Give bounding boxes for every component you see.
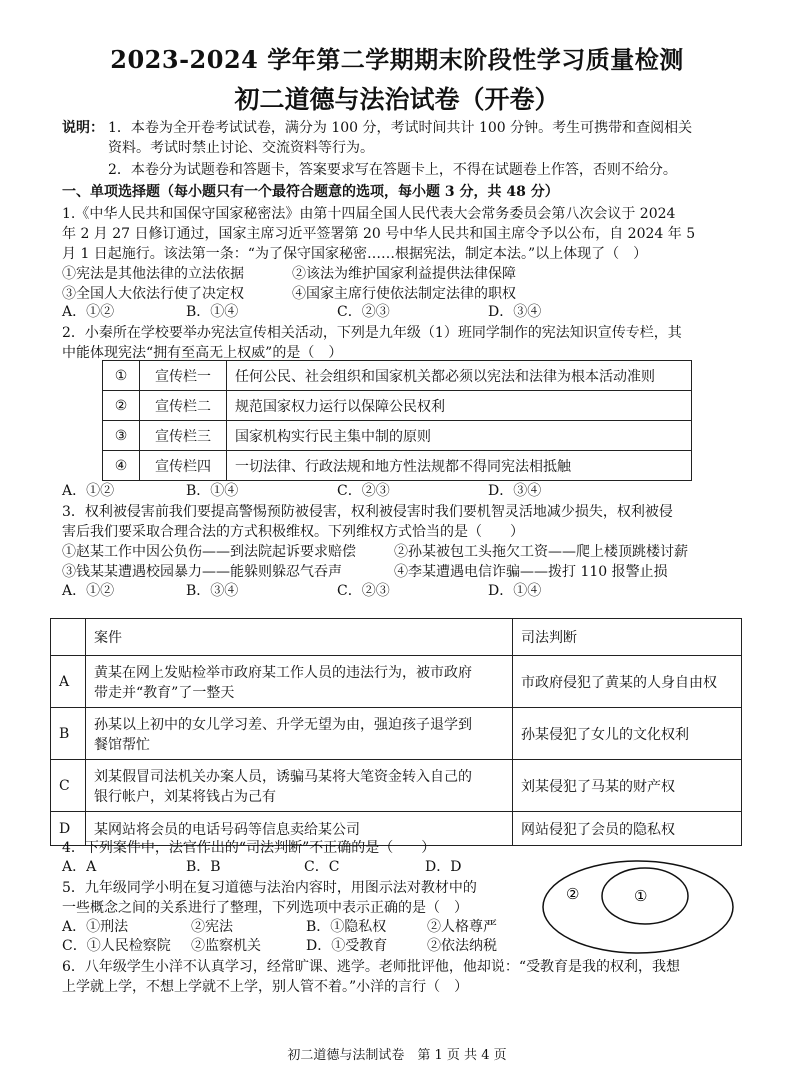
column-text: 国家机构实行民主集中制的原则 xyxy=(227,421,692,451)
row-number: ④ xyxy=(103,451,140,481)
case-line: 银行帐户，刘某将钱占为己有 xyxy=(94,788,276,805)
nested-ellipse-diagram xyxy=(540,858,736,956)
q1-statement-4: ④国家主席行使依法制定法律的职权 xyxy=(292,286,516,302)
q4-case-table xyxy=(50,618,742,846)
table-row xyxy=(103,361,692,391)
table-row xyxy=(51,656,742,708)
exam-title: 2023-2024 学年第二学期期末阶段性学习质量检测 xyxy=(110,45,684,74)
q5-choice-c-1[interactable]: C．①人民检察院 xyxy=(62,938,171,954)
case-line: 刘某假冒司法机关办案人员，诱骗马某将大笔资金转入自己的 xyxy=(94,768,472,785)
row-key: C xyxy=(51,760,86,812)
q5-line: 5．九年级同学小明在复习道德与法治内容时，用图示法对教材中的 xyxy=(62,880,477,896)
column-text: 规范国家权力运行以保障公民权利 xyxy=(227,391,692,421)
q3-line: 3．权利被侵害前我们要提高警惕预防被侵害，权利被侵害时我们要机智灵活地减少损失，权利被侵 xyxy=(62,504,673,520)
q1-choice-a[interactable]: A．①② xyxy=(62,304,115,320)
row-number: ① xyxy=(103,361,140,391)
section-heading: 一、单项选择题（每小题只有一个最符合题意的选项，每小题 3 分，共 48 分） xyxy=(62,184,559,200)
row-number: ③ xyxy=(103,421,140,451)
column-name: 宣传栏一 xyxy=(140,361,227,391)
judgement-cell: 网站侵犯了会员的隐私权 xyxy=(513,812,742,846)
q1-choice-d[interactable]: D．③④ xyxy=(488,304,542,320)
q1-statement-1: ①宪法是其他法律的立法依据 xyxy=(62,266,244,282)
q4-choice-d[interactable]: D．D xyxy=(425,859,462,875)
q3-statement-4: ④李某遭遇电信诈骗——拨打 110 报警止损 xyxy=(394,564,668,580)
column-name: 宣传栏二 xyxy=(140,391,227,421)
case-cell xyxy=(86,708,513,760)
case-line: 带走并“教育”了一整天 xyxy=(94,684,235,701)
row-key: D xyxy=(51,812,86,846)
column-name: 宣传栏四 xyxy=(140,451,227,481)
q1-line: 月 1 日起施行。该法第一条：“为了保守国家秘密……根据宪法，制定本法。”以上体现了（ ） xyxy=(62,246,648,262)
column-name: 宣传栏三 xyxy=(140,421,227,451)
q4-choice-c[interactable]: C．C xyxy=(304,859,340,875)
q1-statement-3: ③全国人大依法行使了决定权 xyxy=(62,286,244,302)
q6-line: 6．八年级学生小洋不认真学习，经常旷课、逃学。老师批评他，他却说：“受教育是我的权利，我想 xyxy=(62,959,681,975)
inner-label: ① xyxy=(634,887,648,905)
q1-statement-2: ②该法为维护国家利益提供法律保障 xyxy=(292,266,516,282)
case-line: 黄某在网上发贴检举市政府某工作人员的违法行为，被市政府 xyxy=(94,664,472,681)
judgement-cell: 市政府侵犯了黄某的人身自由权 xyxy=(513,656,742,708)
case-cell xyxy=(86,656,513,708)
q3-choice-a[interactable]: A．①② xyxy=(62,583,115,599)
q3-statement-1: ①赵某工作中因公负伤——到法院起诉要求赔偿 xyxy=(62,544,356,560)
column-text: 一切法律、行政法规和地方性法规都不得同宪法相抵触 xyxy=(227,451,692,481)
table-row xyxy=(51,708,742,760)
notes-line1: 1．本卷为全开卷考试试卷，满分为 100 分，考试时间共计 100 分钟。考生可携带和查阅相关 xyxy=(108,120,693,136)
q4-choice-a[interactable]: A．A xyxy=(62,859,97,875)
q5-choice-c-2: ②监察机关 xyxy=(191,938,261,954)
q5-choice-d-1[interactable]: D．①受教育 xyxy=(306,938,388,954)
notes-line2: 2．本卷分为试题卷和答题卡，答案要求写在答题卡上，不得在试题卷上作答，否则不给分。 xyxy=(108,162,677,178)
table-header-row xyxy=(51,619,742,656)
header-case: 案件 xyxy=(86,619,513,656)
q2-choice-c[interactable]: C．②③ xyxy=(337,483,390,499)
table-row xyxy=(103,391,692,421)
q4-choice-b[interactable]: B．B xyxy=(186,859,221,875)
q2-line: 2．小秦所在学校要举办宪法宣传相关活动，下列是九年级（1）班同学制作的宪法知识宣传专栏，其 xyxy=(62,325,682,341)
header-judgement: 司法判断 xyxy=(513,619,742,656)
outer-ellipse xyxy=(543,861,733,953)
column-text: 任何公民、社会组织和国家机关都必须以宪法和法律为根本活动准则 xyxy=(227,361,692,391)
q3-statement-3: ③钱某某遭遇校园暴力——能躲则躲忍气吞声 xyxy=(62,564,342,580)
judgement-cell: 孙某侵犯了女儿的文化权利 xyxy=(513,708,742,760)
row-key: A xyxy=(51,656,86,708)
q3-line: 害后我们要采取合理合法的方式积极维权。下列维权方式恰当的是（ ） xyxy=(62,524,524,540)
case-cell xyxy=(86,760,513,812)
q2-table xyxy=(102,360,692,481)
judgement-cell: 刘某侵犯了马某的财产权 xyxy=(513,760,742,812)
q2-line: 中能体现宪法“拥有至高无上权威”的是（ ） xyxy=(62,345,343,361)
table-row xyxy=(103,451,692,481)
q4-line: 4．下列案件中，法官作出的“司法判断”不正确的是（ ） xyxy=(62,840,436,856)
q1-choice-b[interactable]: B．①④ xyxy=(186,304,239,320)
table-row xyxy=(103,421,692,451)
q6-line: 上学就上学，不想上学就不上学，别人管不着。”小洋的言行（ ） xyxy=(62,979,469,995)
page-footer: 初二道德与法制试卷 第 1 页 共 4 页 xyxy=(287,1048,507,1063)
q5-choice-a-1[interactable]: A．①刑法 xyxy=(62,919,129,935)
q3-choice-d[interactable]: D．①④ xyxy=(488,583,542,599)
q5-choice-b-2: ②人格尊严 xyxy=(427,919,497,935)
q5-choice-b-1[interactable]: B．①隐私权 xyxy=(306,919,387,935)
case-line: 餐馆帮忙 xyxy=(94,736,150,753)
q1-choice-c[interactable]: C．②③ xyxy=(337,304,390,320)
outer-label: ② xyxy=(566,885,580,903)
row-key: B xyxy=(51,708,86,760)
q2-choice-b[interactable]: B．①④ xyxy=(186,483,239,499)
q3-choice-c[interactable]: C．②③ xyxy=(337,583,390,599)
notes-label: 说明： xyxy=(62,120,104,136)
q5-choice-a-2: ②宪法 xyxy=(191,919,233,935)
row-number: ② xyxy=(103,391,140,421)
q2-choice-d[interactable]: D．③④ xyxy=(488,483,542,499)
exam-subtitle: 初二道德与法治试卷（开卷） xyxy=(234,85,560,114)
table-row xyxy=(51,760,742,812)
case-line: 孙某以上初中的女儿学习差、升学无望为由，强迫孩子退学到 xyxy=(94,716,472,733)
q5-choice-d-2: ②依法纳税 xyxy=(427,938,497,954)
q3-statement-2: ②孙某被包工头拖欠工资——爬上楼顶跳楼讨薪 xyxy=(394,544,688,560)
q2-choice-a[interactable]: A．①② xyxy=(62,483,115,499)
notes-line1b: 资料。考试时禁止讨论、交流资料等行为。 xyxy=(108,140,374,156)
q3-choice-b[interactable]: B．③④ xyxy=(186,583,239,599)
q1-line: 年 2 月 27 日修订通过，国家主席习近平签署第 20 号中华人民共和国主席令予以公布，自 2024 年 5 xyxy=(62,226,696,242)
q1-line: 1.《中华人民共和国保守国家秘密法》由第十四届全国人民代表大会常务委员会第八次会议于 2024 xyxy=(62,206,676,222)
case-cell: 某网站将会员的电话号码等信息卖给某公司 xyxy=(86,812,513,846)
q5-line: 一些概念之间的关系进行了整理，下列选项中表示正确的是（ ） xyxy=(62,900,468,916)
